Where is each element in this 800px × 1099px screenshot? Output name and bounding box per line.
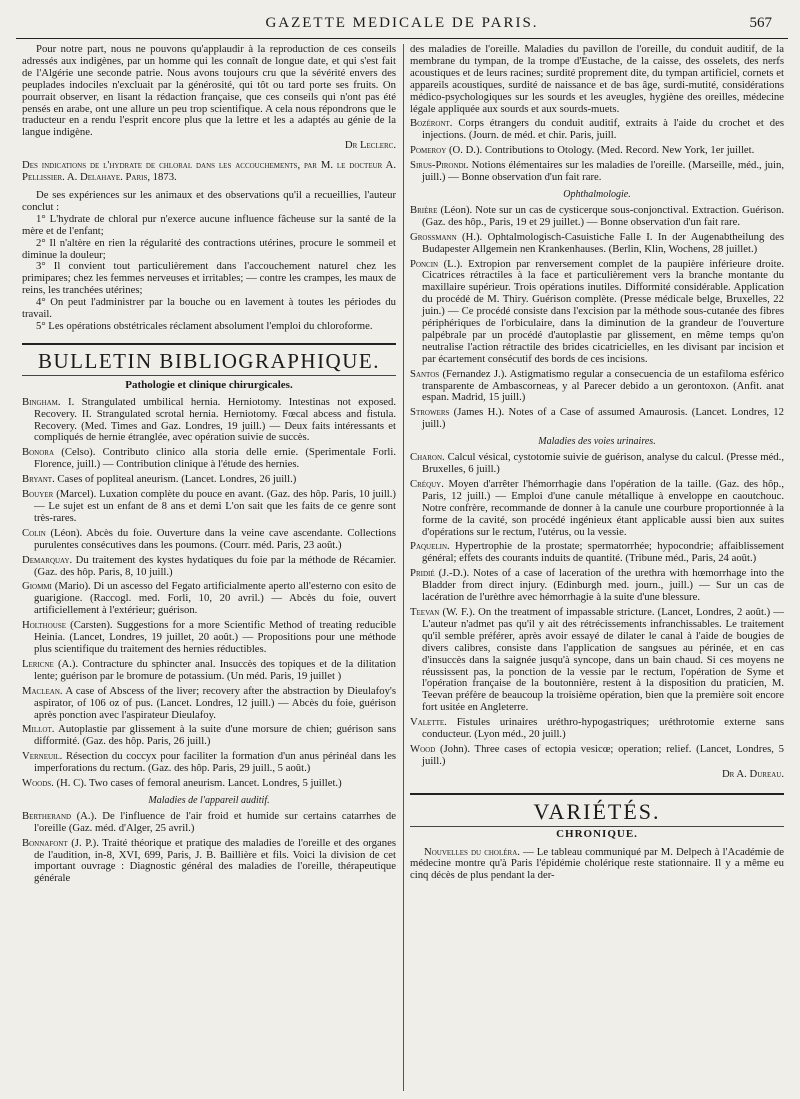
entry-text: (Fernandez J.). Astigmatismo regular a consecuencia de un estafiloma esférico transparente de Ambascorneas, y al Parecer debido a un gerontoxon. (Anfit. anat espan. Madrid, 15 juill.) bbox=[422, 367, 784, 404]
entry-text: Autoplastie par glissement à la suite d'une morsure de chien; guérison sans difformité. (Gaz. des hôp. Paris, 26 juill.) bbox=[34, 723, 396, 748]
entry-text: (John). Three cases of ectopia vesicœ; operation; relief. (Lancet, Londres, 5 juill.) bbox=[422, 742, 784, 767]
entry-text: (Léon). Abcès du foie. Ouverture dans la veine cave ascendante. Collections purulentes consécutives dans les poumons. (Courr. méd. Paris, 23 août.) bbox=[34, 526, 396, 551]
bibliography-entry bbox=[410, 145, 784, 157]
right-column bbox=[410, 44, 784, 1091]
chloral-point: 4° On peut l'administrer par la bouche ou en lavement à toutes les périodes du travail. bbox=[22, 296, 396, 321]
bibliography-entry bbox=[410, 479, 784, 539]
section-heading-urinary: Maladies des voies urinaires. bbox=[538, 436, 656, 448]
entry-author: Bonora bbox=[22, 446, 55, 459]
entry-text: Hypertrophie de la prostate; spermatorrhée; hypocondrie; affaiblissement général; effets des courants induits de quantité. (Tribune méd., Paris, 24 août.) bbox=[422, 540, 784, 565]
bulletin-title: BULLETIN BIBLIOGRAPHIQUE. bbox=[22, 343, 396, 376]
entry-text: I. Strangulated umbilical hernia. Herniotomy. Intestinas not exposed. Recovery. II. Strangulated scrotal hernia. Herniotomy. Fœcal abcess and fistula. Recovery. (Med. Times and Gaz. Londres, 19 juill.) — Deux faits intéressants et compliqués de hernie étranglée, avec opération suivie de succès. bbox=[34, 395, 396, 444]
chronique-heading: CHRONIQUE. bbox=[556, 827, 638, 840]
bibliography-entry bbox=[22, 581, 396, 617]
bibliography-entry bbox=[410, 369, 784, 405]
bibliography-entry bbox=[22, 659, 396, 683]
entry-author: Santos bbox=[410, 367, 440, 380]
bibliography-entry bbox=[410, 568, 784, 604]
chloral-point: 2° Il n'altère en rien la régularité des contractions utérines, procure le sommeil et diminue la douleur; bbox=[22, 236, 396, 261]
entry-author: Bryant. bbox=[22, 473, 55, 486]
entry-author: Brière bbox=[410, 203, 438, 216]
entry-author: Grossmann bbox=[410, 230, 457, 243]
page-number: 567 bbox=[749, 15, 772, 31]
chloral-point: 5° Les opérations obstétricales réclament absolument l'emploi du chloroforme. bbox=[36, 319, 373, 332]
entry-author: Verneuil. bbox=[22, 750, 63, 763]
cholera-text: — Le tableau communiqué par M. Delpech à l'Académie de médecine montre qu'à Paris l'épidémie cholérique reste stationnaire. Il y a même eu cinq décès de plus pendant la der- bbox=[410, 845, 784, 882]
entry-text: (A.). De l'influence de l'air froid et humide sur certains catarrhes de l'oreille (Gaz. méd. d'Alger, 25 avril.) bbox=[34, 809, 396, 834]
bibliography-entry bbox=[410, 717, 784, 741]
bibliography-entry bbox=[410, 541, 784, 565]
bulletin-signature: Dr A. Dureau. bbox=[721, 767, 784, 780]
entry-text: (Marcel). Luxation complète du pouce en avant. (Gaz. des hôp. Paris, 10 juill.) — Le sujet est un enfant de 8 ans et demi L'on sait que les faits de ce genre sont très-rares. bbox=[34, 488, 396, 524]
entry-text: Fistules urinaires uréthro-hypogastriques; uréthrotomie externe sans conducteur. (Lyon méd., 20 juill.) bbox=[422, 716, 784, 741]
cholera-paragraph bbox=[410, 847, 784, 883]
entry-author: Holthouse bbox=[22, 619, 67, 632]
bibliography-entry bbox=[22, 397, 396, 445]
bibliography-entry bbox=[22, 447, 396, 471]
varietes-title: VARIÉTÉS. bbox=[410, 793, 784, 827]
entry-text: (J.-D.). Notes of a case of laceration of the urethra with hœmorrhage into the Bladder from direct injury. (Edinburgh med. journ., juill.) — Sur un cas de lacération de l'urèthre avec hémorrhagie à la suite d'une blessure. bbox=[422, 567, 784, 604]
entry-author: Pomeroy bbox=[410, 144, 447, 157]
entry-text: Notions élémentaires sur les maladies de l'oreille. (Marseille, méd., juin, juill.) — Bonne observation d'un fait rare. bbox=[422, 159, 784, 184]
bulletin-subtitle: Pathologie et clinique chirurgicales. bbox=[125, 378, 293, 391]
bibliography-entry bbox=[22, 838, 396, 886]
entry-text: Cases of popliteal aneurism. (Lancet. Londres, 26 juill.) bbox=[54, 473, 297, 486]
bibliography-entry bbox=[410, 407, 784, 431]
section-heading-ophthalmology: Ophthalmologie. bbox=[563, 188, 631, 200]
entry-author: Créquy. bbox=[410, 477, 444, 490]
intro-signature: Dr Leclerc. bbox=[344, 139, 396, 152]
entry-text: (A.). Contracture du sphincter anal. Insuccès des topiques et de la dilitation lente; guérison par le bromure de potassium. (Un méd. Paris, 19 juillet ) bbox=[34, 657, 396, 682]
entry-text: (W. F.). On the treatment of impassable stricture. (Lancet, Londres, 2 août.) — L'auteur n'admet pas qu'il y ait des rétrécissements infranchissables. Le traitement qu'il semble préférer, après avoir essayé de dilater le canal à l'aide de bougies de divers calibres, consiste dans l'application de sangsues au périnée, et en cas d'insuccès dans la saignée jusqu'à syncope, dans un bain chaud. Si ces moyens ne réussissent pas, la ponction de la vessie par le rectum, l'opération de Syme et l'opération française de la boutonnière, restent à la disposition du praticien, M. Teevan préfère de beaucoup la troisième opération, bien que la première soit encore fort usitée en Angleterre. bbox=[422, 605, 784, 714]
entry-text: (L.). Extropion par renversement complet de la paupière inférieure droite. Cicatrices rétractiles à la face et particulièrement vers la branche montante du maxillaire supérieur. Trois opérations inutiles. Difformité considérable. Application du procédé de M. Thiry. Guérison complète. (Presse médicale belge, Bruxelles, 22 juin.) — Ce procédé consiste dans l'excision par la méthode sous-cutanée des fibres périphériques de l'orbiculaire, dans la diminution de la grandeur de l'ouverture palpébrale par un procédé d'autoplastie par glissement, en même temps qu'on neutralise l'action rétractile des brides cicatricielles, en les divisant par incision et par écartement consécutif des bords de ces incisions. bbox=[422, 257, 784, 365]
entry-author: Strowers bbox=[410, 406, 450, 419]
entry-author: Bonnafont bbox=[22, 836, 68, 849]
entry-text: Calcul vésical, cystotomie suivie de guérison, analyse du calcul. (Presse méd., Bruxelles, 6 juill.) bbox=[422, 451, 784, 475]
entry-author: Pridié bbox=[410, 567, 435, 580]
entry-text: (Celso). Contributo clinico alla storia delle ernie. (Sperimentale Forli. Florence, juill.) — Contribution clinique à l'étude des hernies. bbox=[34, 446, 396, 471]
entry-author: Bingham. bbox=[22, 395, 61, 408]
page-header bbox=[16, 14, 788, 39]
column-divider bbox=[403, 44, 404, 1091]
entry-author: Paquelin. bbox=[410, 540, 450, 553]
entry-text: Moyen d'arrêter l'hémorrhagie dans l'opération de la taille. (Gaz. des hôp., Paris, 12 juill.) — Emploi d'une canule métallique à enveloppe en caoutchouc. Notre confrère, recommande de donner à la canule une courbure proportionnée à la forme de la cavité, son procédé ingénieux étant applicable aussi bien aux suites d'opérations sur le rectum, l'utérus, ou la vessie. bbox=[422, 477, 784, 538]
section-heading-ear: Maladies de l'appareil auditif. bbox=[148, 794, 270, 806]
entry-text: (Carsten). Suggestions for a more Scientific Method of treating reducible Heinia. (Lancet, Londres, 19 juillet, 20 août.) — Propositions pour une méthode plus scientifique du traitement des hernies réductibles. bbox=[34, 619, 396, 655]
entry-text: A case of Abscess of the liver; recovery after the abstraction by Dieulafoy's aspirator, of 106 oz of pus. (Lancet. Londres, 12 juill.) — Abcès du foie, guérison après ponction avec l'aspirateur Dieulafoy. bbox=[34, 684, 396, 721]
bibliography-entry bbox=[22, 620, 396, 656]
entry-text: (Léon). Note sur un cas de cysticerque sous-conjonctival. Extraction. Guérison. (Gaz. des hôp., Paris, 19 et 29 juillet.) — Bonne observation d'un fait rare. bbox=[422, 203, 784, 228]
entry-author: Valette. bbox=[410, 716, 447, 729]
entry-text: (Mario). Di un ascesso del Fegato artificialmente aperto all'esterno con esito de guarigione. (Raccogl. med. Forli, 10, 20 avril.) — Abcès du foie, ouvert artificiellement à l'extérieur; guérison. bbox=[34, 580, 396, 617]
chloral-point: 3° Il convient tout particulièrement dans l'accouchement naturel chez les primipares; chez les femmes nerveuses et irritables; — contre les crampes, les maux de reins, les tranchées utérines; bbox=[22, 260, 396, 297]
entry-author: Millot. bbox=[22, 723, 55, 736]
entry-text: Résection du coccyx pour faciliter la formation d'un anus périnéal dans les imperforations du rectum. (Gaz. des hôp. Paris, 29 juill., 5 août.) bbox=[34, 750, 396, 775]
entry-author: Teevan bbox=[410, 605, 440, 618]
bibliography-entry bbox=[22, 724, 396, 748]
bibliography-entry bbox=[410, 118, 784, 142]
bibliography-entry bbox=[22, 528, 396, 552]
bibliography-entry bbox=[410, 744, 784, 768]
entry-text: (J. P.). Traité théorique et pratique des maladies de l'oreille et des organes de l'audition, in-8, XVI, 699, Paris, J. B. Baillière et fils. Voici la division de cet important ouvrage : Diagnostic général des maladies de l'oreille, thérapeutique générale bbox=[34, 836, 396, 885]
entry-author: Poncin bbox=[410, 257, 439, 270]
bibliography-entry bbox=[410, 232, 784, 256]
bibliography-entry bbox=[22, 811, 396, 835]
journal-title: GAZETTE MEDICALE DE PARIS. bbox=[265, 15, 539, 31]
intro-paragraph: Pour notre part, nous ne pouvons qu'applaudir à la reproduction de ces conseils adressés aux indigènes, par un homme qui les connaît de longue date, et qui s'est fait de l'Algérie une seconde patrie. Nous avons toujours cru que la sévérité envers des peuplades indociles n'excluait par la générosité, qui tôt ou tard porte ses fruits. On pourrait observer, en lisant la rédaction française, que ces conseils qui n'ont pas été pensés en arabe, ont une allure un peu trop scientifique. A cela nous répondrons que le traducteur en a rendu l'esprit encore plus que la lettre et les a adaptés au génie de la langue indigène. bbox=[22, 44, 396, 139]
bibliography-entry bbox=[410, 205, 784, 229]
entry-text: (James H.). Notes of a Case of assumed Amaurosis. (Lancet. Londres, 12 juill.) bbox=[422, 406, 784, 431]
entry-text: (H.). Ophtalmologisch-Casuistiche Falle I. In der Augenabtheilung des Budapester Allgemein nen Krankenhauses. (Berlin, Klin, Wochens, 28 juillet.) bbox=[422, 230, 784, 255]
bibliography-entry bbox=[410, 452, 784, 476]
left-column bbox=[22, 44, 396, 1091]
bibliography-entry bbox=[22, 555, 396, 579]
cholera-lead: Nouvelles du choléra. bbox=[424, 845, 520, 858]
entry-author: Giommi bbox=[22, 580, 52, 593]
entry-author: Charon. bbox=[410, 451, 445, 464]
entry-author: Demarquay. bbox=[22, 553, 73, 566]
entry-author: Woods. bbox=[22, 777, 54, 790]
entry-text: Du traitement des kystes hydatiques du foie par la méthode de Récamier. (Gaz. des hôp. Paris, 8, 10 juill.) bbox=[34, 553, 396, 578]
chloral-point: 1° L'hydrate de chloral pur n'exerce aucune influence fâcheuse sur la santé de la mère et de l'enfant; bbox=[22, 212, 396, 237]
chloral-intro: De ses expériences sur les animaux et des observations qu'il a recueillies, l'auteur conclut : bbox=[22, 188, 396, 213]
bibliography-entry bbox=[22, 686, 396, 722]
bibliography-entry bbox=[22, 751, 396, 775]
entry-author: Bertherand bbox=[22, 809, 72, 822]
bibliography-entry bbox=[410, 607, 784, 714]
bibliography-entry bbox=[410, 259, 784, 366]
continuation-text: des maladies de l'oreille. Maladies du pavillon de l'oreille, du conduit auditif, de la membrane du tympan, de la trompe d'Eustache, de la caisse, des osselets, des nerfs acoustiques et de leurs racines; surdité proprement dite, du tympan artificiel, cornets et appareils acoustiques, surdité de naissance et de bas âge, surdi-mutité, considérations médico-psychologiques sur les sourds et les aveugles, hygiène des oreilles, médecine légale appliquée aux sourds et aux sourds-muets. bbox=[410, 44, 784, 115]
entry-author: Bozéront. bbox=[410, 117, 453, 130]
entry-author: Maclean. bbox=[22, 684, 63, 697]
bibliography-entry bbox=[22, 778, 396, 790]
bibliography-entry bbox=[410, 160, 784, 184]
bibliography-entry bbox=[22, 474, 396, 486]
entry-text: (H. C). Two cases of femoral aneurism. Lancet. Londres, 5 juillet.) bbox=[53, 777, 342, 790]
entry-author: Sirus-Pirondi. bbox=[410, 159, 469, 172]
entry-author: Colin bbox=[22, 526, 46, 539]
entry-author: Wood bbox=[410, 742, 436, 755]
entry-text: Corps étrangers du conduit auditif, extraits à l'aide du crochet et des injections. (Journ. de méd. et chir. Paris, juill. bbox=[422, 117, 784, 142]
chloral-review-title: Des indications de l'hydrate de chloral dans les accouchements, par M. le docteur A. Pellissier. A. Delahaye. Paris, 1873. bbox=[22, 159, 396, 184]
entry-text: (O. D.). Contributions to Otology. (Med. Record. New York, 1er juillet. bbox=[446, 144, 755, 157]
entry-author: Lericne bbox=[22, 657, 54, 670]
entry-author: Bouyer bbox=[22, 488, 54, 501]
bibliography-entry bbox=[22, 489, 396, 525]
